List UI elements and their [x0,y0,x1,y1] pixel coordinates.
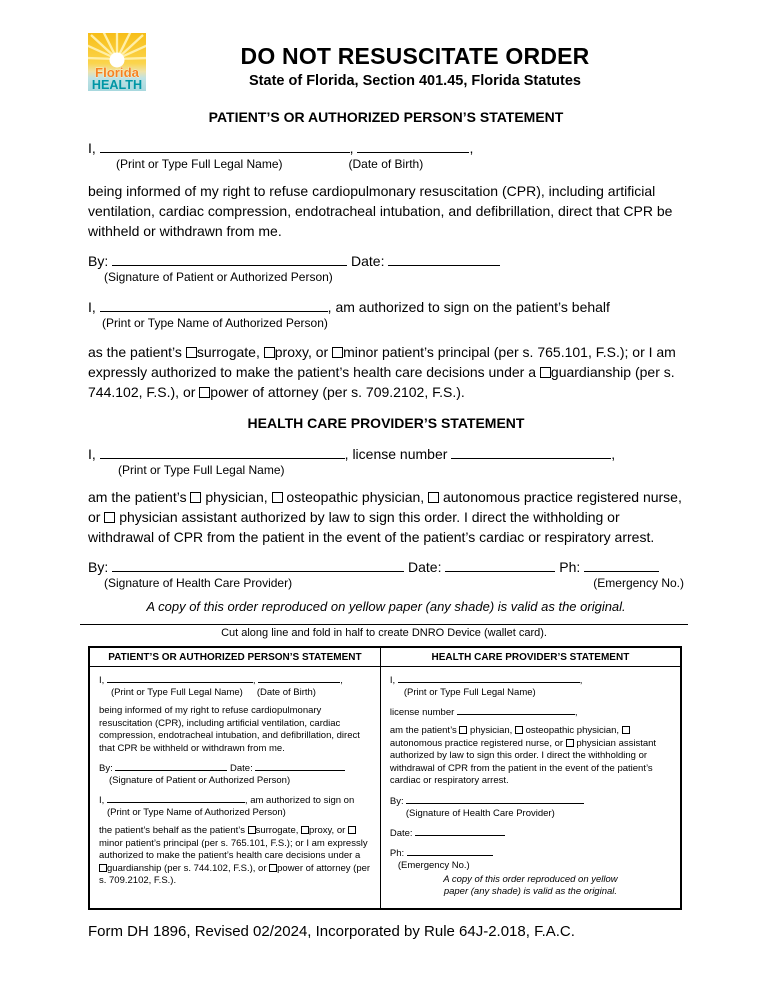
patient-dob-field[interactable] [357,139,469,153]
provider-identity-line [88,445,684,463]
provider-name-label: (Print or Type Full Legal Name) [118,463,285,477]
provider-signature-field[interactable] [112,558,404,572]
by-label: By: [99,763,113,774]
card-provider-body [381,667,680,905]
card-minor-principal-checkbox[interactable] [348,826,356,834]
patient-identity-line [88,139,684,157]
surrogate-checkbox[interactable] [186,347,197,358]
card-patient-identity-labels [99,687,371,699]
provider-fragment: physician, [201,489,272,505]
provider-statement-text [88,487,684,547]
card-authority-capacity-text [99,825,371,888]
card-emergency-number-label: (Emergency No.) [397,859,470,871]
patient-signature-date-field[interactable] [388,252,500,266]
i-prefix: I, [389,675,396,686]
wallet-card [88,646,682,910]
comma: , [574,707,578,718]
by-label: By: [389,795,404,807]
card-emergency-labels [390,860,671,872]
card-authorized-person-labels [99,807,371,819]
emergency-number-label: (Emergency No.) [593,576,684,590]
authorized-person-name-field[interactable] [100,298,328,312]
authorized-person-line [88,298,684,316]
card-authorized-person-line [99,793,371,807]
card-proxy-checkbox[interactable] [301,826,309,834]
card-provider-identity-labels [390,687,671,699]
comma: , [349,140,354,156]
card-provider-signature-label: (Signature of Health Care Provider) [405,807,555,819]
comma: , [579,675,583,686]
card-osteopathic-physician-checkbox[interactable] [515,726,523,734]
i-prefix: I, [88,299,96,315]
card-patient-dob-label: (Date of Birth) [256,687,316,698]
form-title: DO NOT RESUSCITATE ORDER [240,43,590,69]
autonomous-practice-nurse-checkbox[interactable] [428,492,439,503]
capacity-fragment: the patient’s behalf as the patient’s [99,825,248,836]
provider-fragment: osteopathic physician, [522,725,622,736]
capacity-fragment: minor patient’s principal (per s. 765.101, F.S.); or I am expressly authorized to make the patient’s health care decisions under a [99,837,368,861]
card-patient-signature-line [99,761,371,775]
card-provider-identity-line [390,673,671,687]
authorized-suffix: , am authorized to sign on [244,795,355,806]
by-label: By: [88,253,109,269]
authorized-person-name-label: (Print or Type Name of Authorized Person) [102,316,328,330]
capacity-fragment: surrogate, [196,344,264,360]
provider-fragment: osteopathic physician, [282,489,429,505]
comma: , [611,446,616,462]
card-power-of-attorney-checkbox[interactable] [269,864,277,872]
card-yellow-paper-note [400,874,661,899]
patient-dob-label: (Date of Birth) [348,157,424,171]
provider-fragment: physician assistant authorized by law to sign this order. I direct the withholding or withdrawal of CPR from the patient in the event of the patient’s cardiac or respiratory arrest. [389,737,657,786]
minor-principal-checkbox[interactable] [332,347,343,358]
i-prefix: I, [88,140,96,156]
form-content [0,109,768,614]
card-provider-license-field[interactable] [457,705,575,715]
form-subtitle: State of Florida, Section 401.45, Florida Statutes [249,73,581,89]
i-prefix: I, [88,446,96,462]
card-patient-signature-date-field[interactable] [255,761,345,771]
card-guardianship-checkbox[interactable] [99,864,107,872]
header-titles [146,33,684,89]
provider-fragment: physician assistant authorized by law to sign this order. I direct the withholding or withdrawal of CPR from the patient in the event of the patient’s cardiac or respiratory arrest. [88,509,655,545]
patient-section-heading: PATIENT’S OR AUTHORIZED PERSON’S STATEMENT [208,109,564,125]
proxy-checkbox[interactable] [264,347,275,358]
cut-line [80,624,688,625]
capacity-fragment: proxy, or [274,344,333,360]
date-label: Date: [230,763,253,774]
provider-identity-labels [88,463,684,478]
authorized-person-labels [88,316,684,331]
capacity-fragment: proxy, or [309,825,348,836]
card-phone-line [390,846,671,860]
logo-health-text: HEALTH [91,78,143,91]
date-label: Date: [408,559,442,575]
florida-health-logo [88,33,146,91]
comma: , [469,140,474,156]
date-label: Date: [351,253,385,269]
physician-checkbox[interactable] [190,492,201,503]
card-date-line [390,826,671,840]
guardianship-checkbox[interactable] [540,367,551,378]
patient-name-field[interactable] [100,139,350,153]
comma: , [340,675,343,686]
card-patient-signature-labels [99,775,371,787]
card-patient-heading: PATIENT’S OR AUTHORIZED PERSON’S STATEMENT [90,648,380,667]
provider-signature-date-field[interactable] [445,558,555,572]
yellow-paper-note: A copy of this order reproduced on yellow paper (any shade) is valid as the original. [146,599,626,614]
authorized-suffix: , am authorized to sign on the patient’s behalf [327,299,610,315]
provider-signature-line [88,558,684,576]
capacity-fragment: power of attorney (per s. 709.2102, F.S.). [99,862,371,886]
card-patient-statement-text: being informed of my right to refuse cardiopulmonary resuscitation (CPR), including artificial ventilation, cardiac compression, endotracheal intubation, and defibrillation, direct that CPR be withheld or withdrawn from me. [99,705,360,754]
card-provider-signature-field[interactable] [406,794,584,804]
capacity-fragment: guardianship (per s. 744.102, F.S.), or [107,862,270,874]
card-provider-signature-date-field[interactable] [415,826,505,836]
capacity-fragment: as the patient’s [88,344,186,360]
provider-fragment: autonomous practice registered nurse, or [389,737,566,749]
wallet-card-provider-panel [381,648,680,908]
license-label: license number [389,707,457,718]
cut-caption: Cut along line and fold in half to create DNRO Device (wallet card). [221,627,547,639]
provider-fragment: am the patient’s [88,489,191,505]
card-yellow-note-line2: paper (any shade) is valid as the original. [443,886,618,897]
card-provider-signature-labels [390,808,671,820]
card-authorized-person-name-field[interactable] [107,793,245,803]
patient-signature-labels [88,270,684,285]
card-provider-name-field[interactable] [398,673,580,683]
card-autonomous-practice-nurse-checkbox[interactable] [622,726,630,734]
card-provider-signature-line [390,794,671,808]
card-license-line [390,705,671,719]
form-number-footer: Form DH 1896, Revised 02/2024, Incorporated by Rule 64J-2.018, F.A.C. [88,923,575,940]
comma: , [252,675,256,686]
patient-statement-text: being informed of my right to refuse cardiopulmonary resuscitation (CPR), including artificial ventilation, cardiac compression, endotracheal intubation, and defibrillation, direct that CPR be withheld or withdrawn from me. [88,183,673,239]
card-provider-name-label: (Print or Type Full Legal Name) [403,687,536,698]
provider-fragment: am the patient’s [389,725,460,736]
physician-assistant-checkbox[interactable] [104,512,115,523]
capacity-fragment: surrogate, [255,825,302,836]
provider-section-heading: HEALTH CARE PROVIDER’S STATEMENT [247,415,525,431]
license-label: , license number [344,446,452,462]
card-yellow-note-line1: A copy of this order reproduced on yellow [443,873,618,885]
card-authorized-person-name-label: (Print or Type Name of Authorized Person) [107,807,286,818]
provider-phone-field[interactable] [584,558,659,572]
form-header [0,0,768,91]
provider-name-field[interactable] [100,445,345,459]
ph-label: Ph: [389,847,405,859]
capacity-fragment: minor patient’s principal (per s. 765.101, F.S.); or I am expressly authorized to make the patient’s health care decisions under a [88,344,676,380]
ph-label: Ph: [559,559,581,575]
card-patient-identity-line [99,673,371,687]
capacity-fragment: guardianship (per s. 744.102, F.S.), or [88,364,675,400]
date-label: Date: [389,827,413,839]
authority-capacity-text [88,342,684,402]
card-physician-assistant-checkbox[interactable] [566,739,574,747]
wallet-card-patient-panel [90,648,381,908]
i-prefix: I, [99,675,105,686]
card-patient-body [90,667,380,894]
card-provider-heading: HEALTH CARE PROVIDER’S STATEMENT [381,648,680,667]
card-surrogate-checkbox[interactable] [248,826,256,834]
provider-license-field[interactable] [451,445,611,459]
by-label: By: [88,559,109,575]
card-provider-phone-field[interactable] [407,846,493,856]
patient-name-label: (Print or Type Full Legal Name) [116,157,283,171]
provider-signature-labels [88,576,684,591]
provider-fragment: autonomous practice registered nurse, or [88,489,682,525]
i-prefix: I, [99,795,105,806]
provider-signature-label: (Signature of Health Care Provider) [104,576,293,590]
card-provider-statement-text [390,725,671,788]
capacity-fragment: power of attorney (per s. 709.2102, F.S.). [210,384,465,400]
card-patient-name-field[interactable] [107,673,253,683]
patient-signature-label: (Signature of Patient or Authorized Person) [104,270,333,284]
logo-florida-text: Florida [95,65,139,80]
patient-signature-field[interactable] [112,252,347,266]
card-patient-name-label: (Print or Type Full Legal Name) [111,687,243,698]
osteopathic-physician-checkbox[interactable] [272,492,283,503]
card-patient-dob-field[interactable] [258,673,340,683]
power-of-attorney-checkbox[interactable] [199,387,210,398]
card-patient-signature-label: (Signature of Patient or Authorized Person) [109,775,291,786]
patient-signature-line [88,252,684,270]
patient-identity-labels [88,157,684,172]
card-patient-signature-field[interactable] [115,761,227,771]
provider-fragment: physician, [467,725,515,736]
